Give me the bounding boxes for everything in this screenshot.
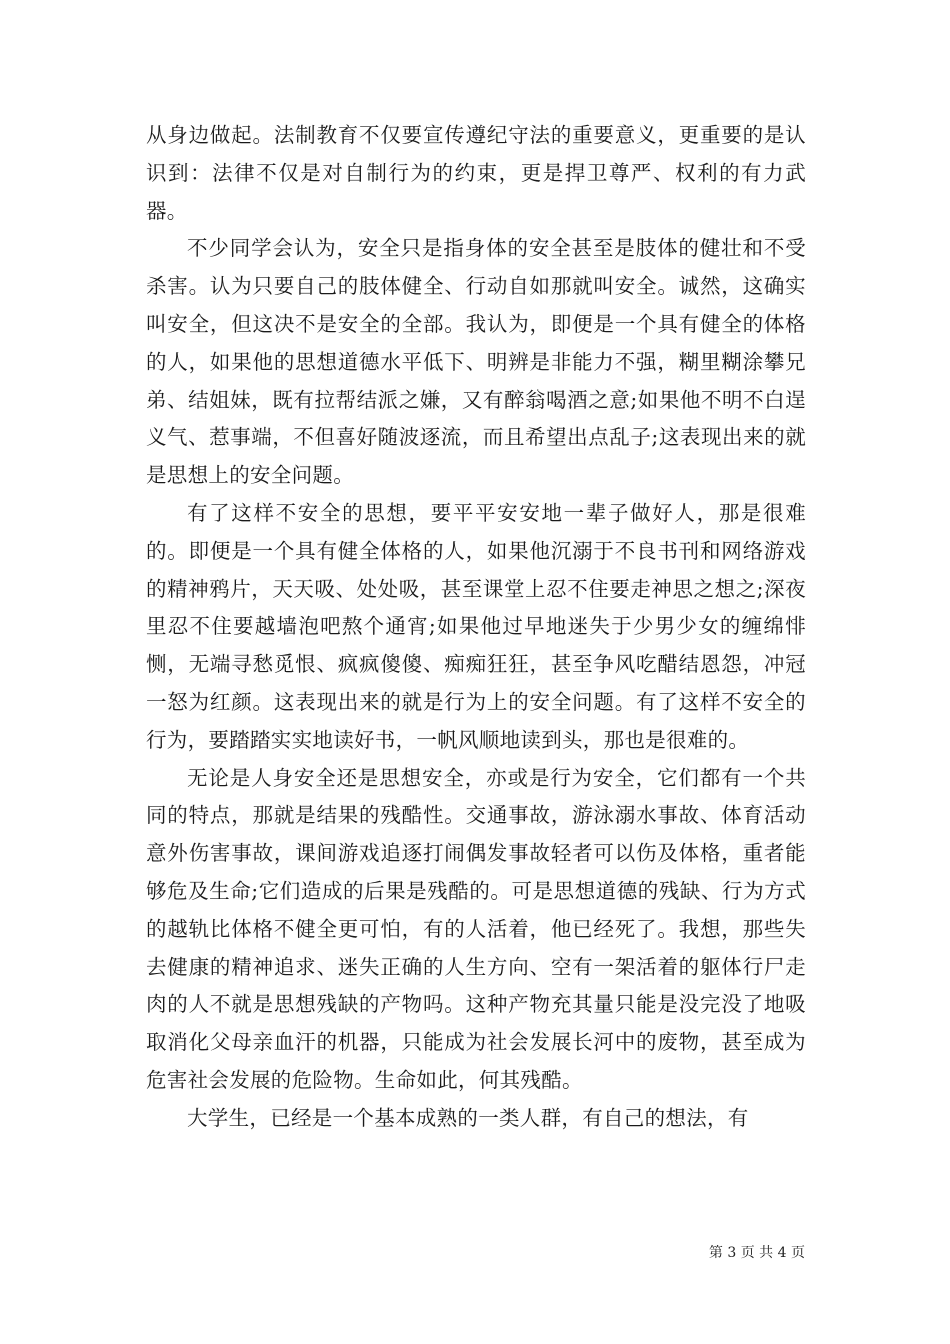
page-number: 第 3 页 共 4 页 xyxy=(708,1245,805,1261)
body-text xyxy=(146,117,806,1138)
paragraph-2: 不少同学会认为，安全只是指身体的安全甚至是肢体的健壮和不受杀害。认为只要自己的肢体健全、行动自如那就叫安全。诚然，这确实叫安全，但这决不是安全的全部。我认为，即便是一个具有健全的体格的人，如果他的思想道德水平低下、明辨是非能力不强，糊里糊涂攀兄弟、结姐妹，既有拉帮结派之嫌，又有醉翁喝酒之意;如果他不明不白逞义气、惹事端，不但喜好随波逐流，而且希望出点乱子;这表现出来的就是思想上的安全问题。 xyxy=(146,236,806,488)
paragraph-5: 大学生，已经是一个基本成熟的一类人群，有自己的想法，有 xyxy=(187,1105,749,1130)
paragraph-3: 有了这样不安全的思想，要平平安安地一辈子做好人，那是很难的。即便是一个具有健全体格的人，如果他沉溺于不良书刊和网络游戏的精神鸦片，天天吸、处处吸，甚至课堂上忍不住要走神思之想之;深夜里忍不住要越墙泡吧熬个通宵;如果他过早地迷失于少男少女的缠绵悱恻，无端寻愁觅恨、疯疯傻傻、痴痴狂狂，甚至争风吃醋结恩怨，冲冠一怒为红颜。这表现出来的就是行为上的安全问题。有了这样不安全的行为，要踏踏实实地读好书，一帆风顺地读到头，那也是很难的。 xyxy=(146,500,806,752)
paragraph-1: 从身边做起。法制教育不仅要宣传遵纪守法的重要意义，更重要的是认识到：法律不仅是对自制行为的约束，更是捍卫尊严、权利的有力武器。 xyxy=(146,123,806,223)
page-footer xyxy=(0,1244,805,1262)
paragraph-4: 无论是人身安全还是思想安全，亦或是行为安全，它们都有一个共同的特点，那就是结果的残酷性。交通事故，游泳溺水事故、体育活动意外伤害事故，课间游戏追逐打闹偶发事故轻者可以伤及体格，重者能够危及生命;它们造成的后果是残酷的。可是思想道德的残缺、行为方式的越轨比体格不健全更可怕，有的人活着，他已经死了。我想，那些失去健康的精神追求、迷失正确的人生方向、空有一架活着的躯体行尸走肉的人不就是思想残缺的产物吗。这种产物充其量只能是没完没了地吸取消化父母亲血汗的机器，只能成为社会发展长河中的废物，甚至成为危害社会发展的危险物。生命如此，何其残酷。 xyxy=(146,765,806,1092)
